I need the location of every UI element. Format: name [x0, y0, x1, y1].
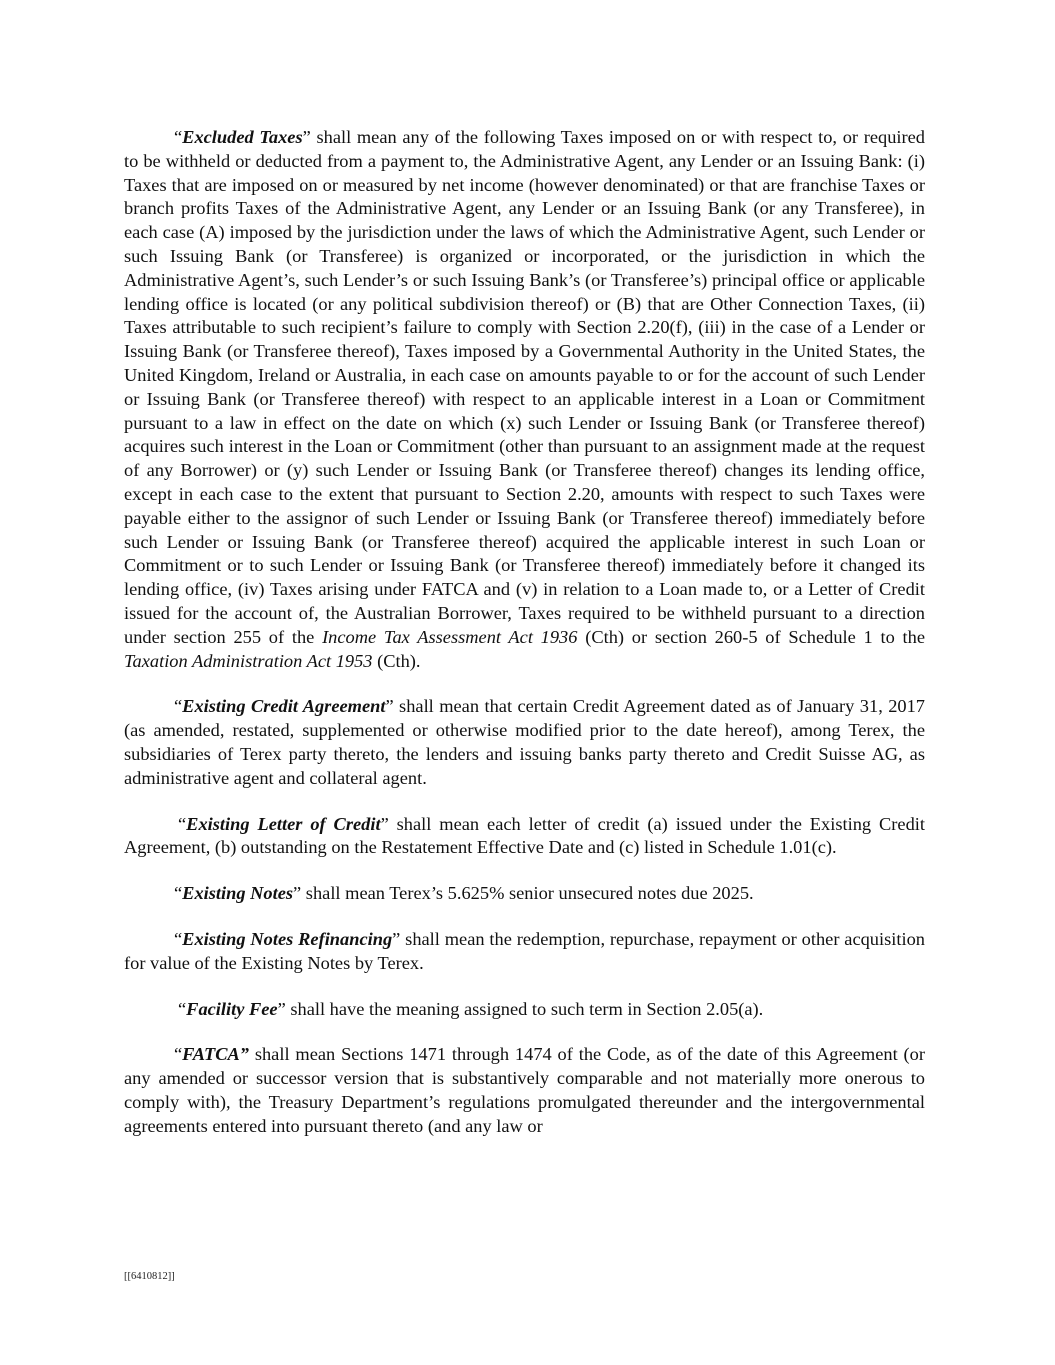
open-quote: “ — [174, 1044, 183, 1065]
definition-text: ” shall mean each letter of credit (a) issued under the Existing Credit Agreement, (b) outstanding on the Restatement Effective Date and (c) listed in Schedule 1.01(c). — [124, 813, 925, 858]
defined-term: Existing Notes Refinancing — [182, 928, 393, 949]
open-quote: “ — [174, 928, 183, 949]
definition-facility-fee — [124, 998, 925, 1022]
definition-fatca — [124, 1043, 925, 1138]
defined-term: Existing Letter of Credit — [186, 813, 381, 834]
definition-text: ” shall have the meaning assigned to such term in Section 2.05(a). — [277, 998, 764, 1019]
defined-term: FATCA” — [182, 1044, 249, 1065]
definition-text: ” shall mean the redemption, repurchase, repayment or other acquisition for value of the Existing Notes by Terex. — [124, 928, 925, 973]
definition-existing-notes — [124, 882, 925, 906]
definition-existing-notes-refinancing — [124, 928, 925, 976]
open-quote: “ — [178, 998, 187, 1019]
definition-existing-letter-of-credit — [124, 813, 925, 861]
open-quote: “ — [174, 127, 183, 147]
defined-term: Existing Notes — [182, 883, 294, 904]
defined-term: Existing Credit Agreement — [182, 696, 386, 717]
definition-text: ” shall mean any of the following Taxes imposed on or with respect to, or required to be withheld or deducted from a payment to, the Administrative Agent, any Lender or an Issuing Bank: (i) Taxes that are imposed on or measured by net income (however denominated) or that are franchise Taxes or branch profits Taxes of the Administrative Agent, any Lender or an Issuing Bank (or any Transferee), in each case (A) imposed by the jurisdiction under the laws of which the Administrative Agent, such Lender or such Issuing Bank (or Transferee) is organized or incorporated, or the jurisdiction in which the Administrative Agent’s, such Lender’s or such Issuing Bank’s (or Transferee’s) principal office or applicable lending office is located (or any political subdivision thereof) or (B) that are Other Connection Taxes, (ii) Taxes attributable to such recipient’s failure to comply with Section 2.20(f), (iii) in the case of a Lender or Issuing Bank (or Transferee thereof), Taxes imposed by a Governmental Authority in the United States, the United Kingdom, Ireland or Australia, in each case on amounts payable to or for the account of such Lender or Issuing Bank (or Transferee thereof) with respect to an applicable interest in a Loan or Commitment pursuant to a law in effect on the date on which (x) such Lender or Issuing Bank (or Transferee thereof) acquires such interest in the Loan or Commitment (other than pursuant to an assignment made at the request of any Borrower) or (y) such Lender or Issuing Bank (or Transferee thereof) changes its lending office, except in each case to the extent that pursuant to Section 2.20, amounts with respect to such Taxes were payable either to the assignor of such Lender or Issuing Bank (or Transferee thereof) immediately before such Lender or Issuing Bank (or Transferee thereof) acquired the applicable interest in such Loan or Commitment or to such Lender or Issuing Bank (or Transferee thereof) immediately before it changed its lending office, (iv) Taxes arising under FATCA and (v) in relation to a Loan made to, or a Letter of Credit issued for the account of, the Australian Borrower, Taxes required to be withheld pursuant to a direction under section 255 of the — [124, 127, 925, 647]
defined-term: Facility Fee — [186, 998, 278, 1019]
open-quote: “ — [174, 883, 183, 904]
definition-excluded-taxes — [124, 126, 925, 673]
open-quote: “ — [174, 696, 183, 717]
open-quote: “ — [178, 813, 187, 834]
definition-text: ” shall mean that certain Credit Agreement dated as of January 31, 2017 (as amended, restated, supplemented or otherwise modified prior to the date hereof), among Terex, the subsidiaries of Terex party thereto, the lenders and issuing banks party thereto and Credit Suisse AG, as administrative agent and collateral agent. — [124, 696, 925, 788]
document-page — [124, 126, 925, 1160]
definition-text: (Cth). — [372, 650, 421, 671]
definition-text: (Cth) or section 260-5 of Schedule 1 to the — [577, 626, 925, 647]
definition-text: ” shall mean Terex’s 5.625% senior unsecured notes due 2025. — [293, 883, 754, 904]
document-id-footer: [[6410812]] — [124, 1271, 175, 1282]
act-title: Income Tax Assessment Act 1936 — [322, 626, 578, 647]
defined-term: Excluded Taxes — [182, 127, 303, 147]
definition-existing-credit-agreement — [124, 695, 925, 790]
definition-text: shall mean Sections 1471 through 1474 of the Code, as of the date of this Agreement (or any amended or successor version that is substantively comparable and not materially more onerous to comply with), the Treasury Department’s regulations promulgated thereunder and the intergovernmental agreements entered into pursuant thereto (and any law or — [124, 1044, 925, 1136]
act-title: Taxation Administration Act 1953 — [124, 650, 373, 671]
